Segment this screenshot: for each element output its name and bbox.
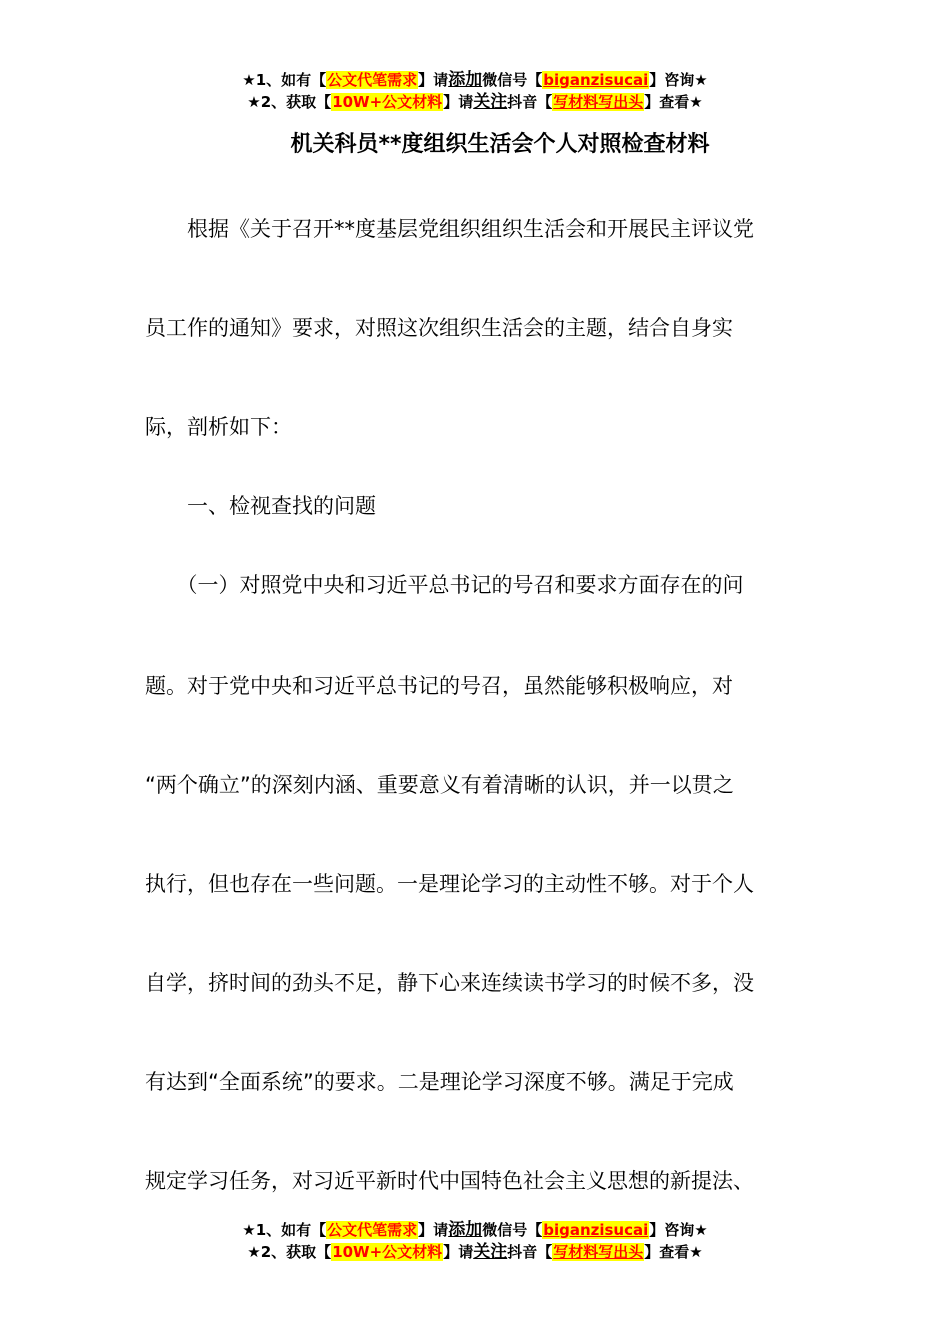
section-heading: 一、检视查找的问题: [145, 494, 376, 518]
promo-text: 】请: [443, 93, 474, 111]
promo-line-2: [0, 1241, 950, 1263]
wechat-id-link[interactable]: biganzisucai: [543, 71, 649, 89]
promo-text: 】请: [418, 71, 449, 89]
promo-text: 】请: [443, 1243, 474, 1261]
wechat-id-link[interactable]: biganzisucai: [543, 1221, 649, 1239]
footer-promo: [0, 1219, 950, 1263]
body-line: （一）对照党中央和习近平总书记的号召和要求方面存在的问: [145, 573, 744, 597]
promo-line-2: [0, 91, 950, 113]
promo-text: ★1、如有【: [242, 71, 327, 89]
promo-highlight: 10W+公文材料: [332, 93, 443, 111]
promo-text: 抖音【: [507, 93, 553, 111]
body-line: 员工作的通知》要求，对照这次组织生活会的主题，结合自身实: [145, 316, 733, 340]
promo-emphasis: 添加: [448, 70, 483, 90]
document-title: 机关科员**度组织生活会个人对照检查材料: [290, 132, 710, 157]
promo-text: 抖音【: [507, 1243, 553, 1261]
promo-emphasis: 关注: [473, 1242, 508, 1262]
body-line: 有达到“全面系统”的要求。二是理论学习深度不够。满足于完成: [145, 1070, 734, 1094]
promo-text: ★2、获取【: [247, 93, 332, 111]
body-line: 际，剖析如下：: [145, 415, 292, 439]
body-line: “两个确立”的深刻内涵、重要意义有着清晰的认识，并一以贯之: [145, 773, 734, 797]
body-line: 根据《关于召开**度基层党组织组织生活会和开展民主评议党: [145, 217, 754, 241]
header-promo: [0, 69, 950, 113]
promo-emphasis: 关注: [473, 92, 508, 112]
promo-highlight: 公文代笔需求: [327, 71, 418, 89]
promo-text: 】请: [418, 1221, 449, 1239]
promo-text: 】查看★: [644, 1243, 703, 1261]
promo-text: 】查看★: [644, 93, 703, 111]
promo-text: 】咨询★: [649, 1221, 708, 1239]
body-line: 自学，挤时间的劲头不足，静下心来连续读书学习的时候不多，没: [145, 971, 754, 995]
promo-text: 】咨询★: [649, 71, 708, 89]
body-line: 规定学习任务，对习近平新时代中国特色社会主义思想的新提法、: [145, 1169, 754, 1193]
douyin-account-link[interactable]: 写材料写出头: [553, 1243, 644, 1261]
promo-line-1: [0, 1219, 950, 1241]
promo-text: 微信号【: [482, 1221, 543, 1239]
promo-emphasis: 添加: [448, 1220, 483, 1240]
douyin-account-link[interactable]: 写材料写出头: [553, 93, 644, 111]
promo-text: ★2、获取【: [247, 1243, 332, 1261]
body-line: 题。对于党中央和习近平总书记的号召，虽然能够积极响应，对: [145, 674, 733, 698]
promo-text: 微信号【: [482, 71, 543, 89]
promo-highlight: 公文代笔需求: [327, 1221, 418, 1239]
promo-line-1: [0, 69, 950, 91]
promo-highlight: 10W+公文材料: [332, 1243, 443, 1261]
promo-text: ★1、如有【: [242, 1221, 327, 1239]
body-line: 执行，但也存在一些问题。一是理论学习的主动性不够。对于个人: [145, 872, 754, 896]
